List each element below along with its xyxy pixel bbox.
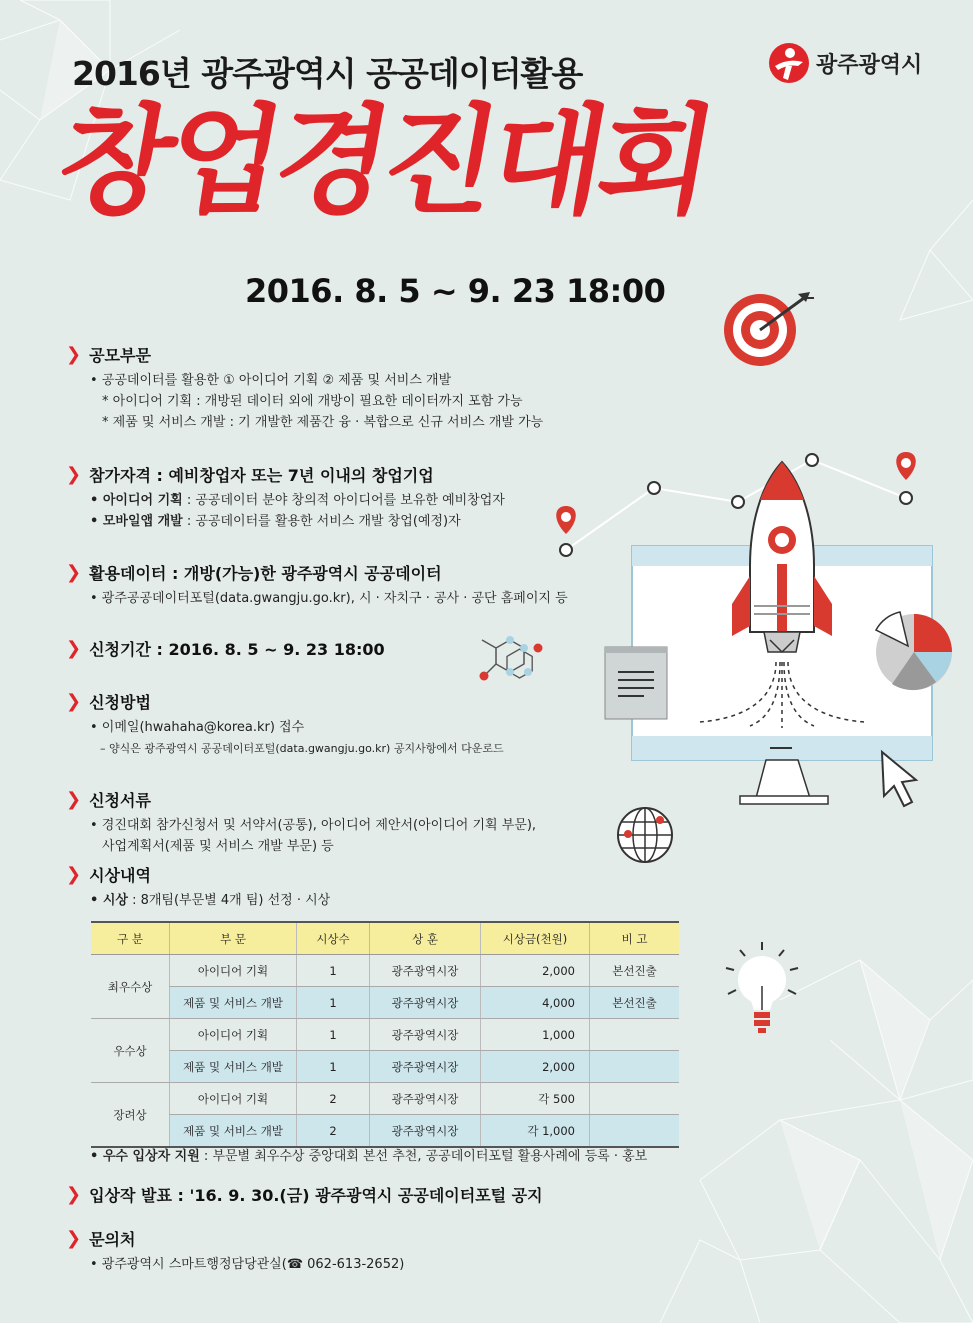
table-cell: 아이디어 기획 [170,1083,297,1115]
section-data [66,561,568,609]
item-text: : 공공데이터를 활용한 서비스 개발 창업(예정)자 [182,514,461,529]
table-cell-group: 장려상 [91,1083,170,1148]
table-header-cell: 부 문 [170,922,297,955]
section-title: 시상내역 [89,866,151,885]
table-cell: 아이디어 기획 [170,955,297,987]
list-item: * 제품 및 서비스 개발 : 기 개발한 제품간 융 · 복합으로 신규 서비스 개발 가능 [102,415,544,430]
table-cell-group: 최우수상 [91,955,170,1019]
chevron-right-icon: ❯ [66,562,82,583]
section-title: 공모부문 [89,346,151,365]
table-cell: 각 500 [481,1083,590,1115]
table-cell: 2 [297,1083,370,1115]
pie-chart-icon [870,608,960,694]
section-title: 활용데이터 : 개방(가능)한 광주광역시 공공데이터 [89,564,442,583]
document-icon [604,646,668,720]
table-cell: 광주광역시장 [370,1115,481,1148]
table-cell: 아이디어 기획 [170,1019,297,1051]
item-label: • 우수 입상자 지원 [90,1149,200,1164]
chevron-right-icon: ❯ [66,464,82,485]
table-cell: 1 [297,987,370,1019]
list-item: * 아이디어 기획 : 개방된 데이터 외에 개방이 필요한 데이터까지 포함 가능 [102,394,523,409]
section-title: 문의처 [89,1230,136,1249]
table-cell: 본선진출 [590,987,680,1019]
table-cell: 1 [297,1051,370,1083]
table-cell: 1 [297,955,370,987]
table-row [91,1083,679,1115]
table-header-cell: 상 훈 [370,922,481,955]
section-title: 신청서류 [89,791,151,810]
table-row [91,1051,679,1083]
gwangju-logo-mark-icon [768,42,810,84]
section-contact [66,1227,404,1275]
section-method [66,690,504,759]
main-title: 창업경진대회 [47,91,721,230]
item-label: • 모바일앱 개발 [90,514,183,529]
lightbulb-icon [722,940,802,1036]
section-support [66,1146,647,1167]
section-title: 신청방법 [89,693,151,712]
table-cell: 1,000 [481,1019,590,1051]
section-apply-period [66,637,385,660]
table-cell: 1 [297,1019,370,1051]
section-eligibility [66,463,505,532]
table-cell [590,1019,680,1051]
list-item: • 공공데이터를 활용한 ① 아이디어 기획 ② 제품 및 서비스 개발 [90,373,452,388]
table-cell: 2,000 [481,955,590,987]
chevron-right-icon: ❯ [66,1184,82,1205]
table-cell: 2,000 [481,1051,590,1083]
section-title: 입상작 발표 : '16. 9. 30.(금) 광주광역시 공공데이터포털 공지 [89,1186,543,1205]
prize-table [91,921,679,1148]
list-item [90,1146,647,1167]
logo-text: 광주광역시 [816,53,923,78]
event-period: 2016. 8. 5 ~ 9. 23 18:00 [245,272,666,310]
list-item: • 이메일(hwahaha@korea.kr) 접수 [90,720,305,735]
list-item: • 경진대회 참가신청서 및 서약서(공통), 아이디어 제안서(아이디어 기획 부문), [90,818,537,833]
globe-icon [614,804,676,866]
list-item: • 광주광역시 스마트행정담당관실(☎ 062-613-2652) [90,1257,405,1272]
table-row [91,987,679,1019]
item-label: • 시상 [90,893,128,908]
chevron-right-icon: ❯ [66,638,82,659]
table-header-cell: 시상수 [297,922,370,955]
list-item: – 양식은 광주광역시 공공데이터포털(data.gwangju.go.kr) 공지사항에서 다운로드 [100,742,504,755]
chevron-right-icon: ❯ [66,344,82,365]
section-category [66,343,543,433]
list-item [90,890,330,911]
table-row [91,955,679,987]
gwangju-logo [768,40,938,86]
table-cell-group: 우수상 [91,1019,170,1083]
table-cell: 제품 및 서비스 개발 [170,987,297,1019]
table-header-cell: 구 분 [91,922,170,955]
chevron-right-icon: ❯ [66,1228,82,1249]
table-row [91,1115,679,1148]
chevron-right-icon: ❯ [66,864,82,885]
table-cell: 각 1,000 [481,1115,590,1148]
table-cell: 광주광역시장 [370,955,481,987]
section-announce [66,1183,543,1206]
table-cell: 제품 및 서비스 개발 [170,1051,297,1083]
table-cell: 4,000 [481,987,590,1019]
molecule-icon [474,632,554,692]
item-text: : 공공데이터 분야 창의적 아이디어를 보유한 예비창업자 [182,493,505,508]
event-top-title: 2016년 광주광역시 공공데이터활용 [72,54,583,93]
table-cell [590,1083,680,1115]
table-cell: 광주광역시장 [370,1051,481,1083]
table-cell: 광주광역시장 [370,1019,481,1051]
target-icon [718,288,822,368]
section-title: 참가자격 : 예비창업자 또는 7년 이내의 창업기업 [89,466,434,485]
item-label: • 아이디어 기획 [90,493,183,508]
list-item: 사업계획서(제품 및 서비스 개발 부문) 등 [102,839,334,854]
list-item [90,511,505,532]
section-awards [66,863,330,911]
section-title: 신청기간 : 2016. 8. 5 ~ 9. 23 18:00 [89,640,385,659]
table-cell: 2 [297,1115,370,1148]
chevron-right-icon: ❯ [66,789,82,810]
list-item: • 광주공공데이터포털(data.gwangju.go.kr), 시 · 자치구 · 공사 · 공단 홈페이지 등 [90,591,568,606]
table-cell [590,1051,680,1083]
item-text: : 부문별 최우수상 중앙대회 본선 추천, 공공데이터포털 활용사례에 등록 · 홍보 [199,1149,648,1164]
section-documents [66,788,536,857]
table-header-row [91,922,679,955]
list-item [90,490,505,511]
table-cell: 제품 및 서비스 개발 [170,1115,297,1148]
table-row [91,1019,679,1051]
table-cell [590,1115,680,1148]
table-cell: 광주광역시장 [370,1083,481,1115]
table-cell: 광주광역시장 [370,987,481,1019]
item-text: : 8개팀(부문별 4개 팀) 선정 · 시상 [127,893,331,908]
table-cell: 본선진출 [590,955,680,987]
table-header-cell: 시상금(천원) [481,922,590,955]
table-header-cell: 비 고 [590,922,680,955]
chevron-right-icon: ❯ [66,691,82,712]
